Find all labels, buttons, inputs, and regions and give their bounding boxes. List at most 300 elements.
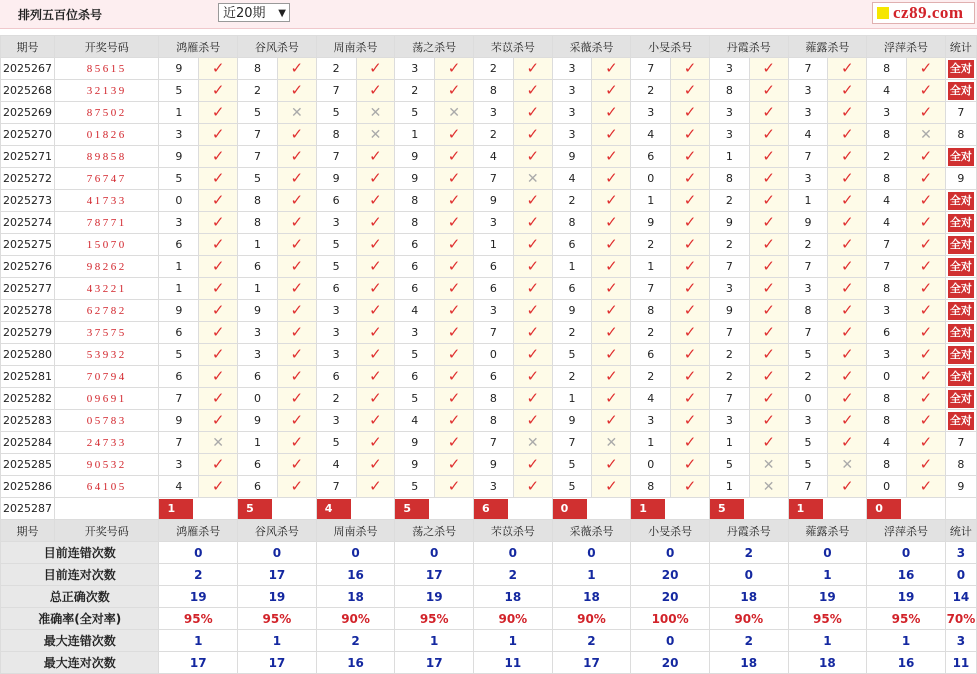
check-icon: ✓	[605, 169, 618, 187]
col-header-killer: 芣苡杀号	[474, 36, 553, 58]
check-icon: ✓	[919, 213, 933, 231]
check-icon: ✓	[841, 389, 854, 407]
current-kill-number: 5	[395, 499, 429, 519]
result-mark-cell	[592, 124, 631, 146]
col-header-draw: 开奖号码	[54, 36, 159, 58]
cross-icon: ✕	[448, 104, 460, 121]
table-header-row	[1, 520, 977, 542]
stats-row	[1, 608, 977, 630]
kill-number-cell: 3	[316, 322, 356, 344]
check-icon: ✓	[919, 103, 933, 121]
draw-number-cell: 64105	[54, 476, 159, 498]
check-icon: ✓	[290, 367, 304, 385]
col-header-killer: 浮萍杀号	[867, 36, 946, 58]
check-icon: ✓	[369, 279, 382, 297]
kill-number-cell: 2	[474, 124, 514, 146]
row-stat-cell	[945, 146, 976, 168]
stats-value: 20	[631, 652, 710, 674]
kill-number-cell: 2	[552, 322, 592, 344]
result-mark-cell	[671, 278, 710, 300]
result-mark-cell	[356, 322, 395, 344]
kill-number-cell: 2	[631, 234, 671, 256]
stats-value: 17	[238, 564, 317, 586]
check-icon: ✓	[919, 367, 933, 385]
check-icon: ✓	[526, 125, 540, 143]
check-icon: ✓	[919, 301, 933, 319]
kill-number-cell: 3	[788, 168, 828, 190]
result-mark-cell	[277, 344, 316, 366]
result-mark-cell	[592, 454, 631, 476]
kill-number-cell: 3	[316, 344, 356, 366]
stats-value: 17	[395, 652, 474, 674]
kill-number-cell: 5	[316, 256, 356, 278]
current-kill-number: 1	[789, 499, 823, 519]
check-icon: ✓	[762, 213, 775, 231]
col-header-killer: 荡之杀号	[395, 36, 474, 58]
result-mark-cell	[828, 476, 867, 498]
check-icon: ✓	[369, 411, 382, 429]
result-mark-cell	[277, 322, 316, 344]
result-mark-cell	[435, 58, 474, 80]
stats-value: 0	[159, 542, 238, 564]
kill-number-cell: 8	[867, 410, 907, 432]
stats-value: 18	[788, 652, 867, 674]
kill-number-cell: 3	[395, 322, 435, 344]
draw-number-cell: 70794	[54, 366, 159, 388]
all-correct-badge: 全对	[948, 390, 974, 408]
table-row	[1, 344, 977, 366]
kill-number-cell: 7	[474, 322, 514, 344]
kill-number-cell: 4	[474, 146, 514, 168]
result-mark-cell	[199, 146, 238, 168]
check-icon: ✓	[919, 411, 933, 429]
site-logo[interactable]	[872, 2, 975, 24]
row-stat-cell	[945, 410, 976, 432]
kill-number-cell: 0	[867, 366, 907, 388]
check-icon: ✓	[526, 103, 540, 121]
all-correct-badge: 全对	[948, 280, 974, 298]
kill-number-cell: 6	[867, 322, 907, 344]
check-icon: ✓	[762, 323, 775, 341]
result-mark-cell	[199, 278, 238, 300]
result-mark-cell	[435, 168, 474, 190]
correct-count: 8	[957, 128, 965, 141]
check-icon: ✓	[919, 279, 933, 297]
table-row	[1, 410, 977, 432]
check-icon: ✓	[211, 367, 225, 385]
stats-value: 95%	[867, 608, 946, 630]
result-mark-cell	[592, 322, 631, 344]
all-correct-badge: 全对	[948, 148, 974, 166]
period-cell: 2025283	[1, 410, 55, 432]
check-icon: ✓	[762, 279, 775, 297]
kill-number-cell: 4	[159, 476, 199, 498]
check-icon: ✓	[211, 191, 225, 209]
check-icon: ✓	[683, 477, 697, 495]
result-mark-cell	[277, 102, 316, 124]
kill-number-cell: 1	[159, 256, 199, 278]
kill-number-cell: 2	[709, 234, 749, 256]
draw-number-cell: 62782	[54, 300, 159, 322]
stats-value: 95%	[238, 608, 317, 630]
result-mark-cell	[671, 388, 710, 410]
stats-value: 1	[788, 564, 867, 586]
stats-row	[1, 652, 977, 674]
correct-count: 7	[957, 106, 965, 119]
current-stat-cell	[945, 498, 976, 520]
kill-number-cell: 3	[867, 344, 907, 366]
result-mark-cell	[828, 432, 867, 454]
result-mark-cell	[592, 234, 631, 256]
stats-label: 总正确次数	[1, 586, 159, 608]
kill-number-cell: 4	[867, 190, 907, 212]
check-icon: ✓	[447, 279, 461, 297]
result-mark-cell	[199, 300, 238, 322]
kill-number-cell: 9	[395, 168, 435, 190]
result-mark-cell	[671, 146, 710, 168]
kill-number-cell: 0	[474, 344, 514, 366]
stats-value: 1	[552, 564, 631, 586]
cross-icon: ✕	[526, 170, 539, 187]
table-row	[1, 278, 977, 300]
kill-number-cell: 6	[238, 476, 278, 498]
row-stat-cell	[945, 366, 976, 388]
result-mark-cell	[828, 344, 867, 366]
check-icon: ✓	[290, 125, 304, 143]
stats-value: 17	[238, 652, 317, 674]
draw-number-cell: 32139	[54, 80, 159, 102]
result-mark-cell	[356, 212, 395, 234]
period-cell: 2025280	[1, 344, 55, 366]
all-correct-badge: 全对	[948, 214, 974, 232]
stats-value: 16	[316, 564, 395, 586]
kill-number-cell: 7	[788, 58, 828, 80]
kill-number-cell: 8	[474, 388, 514, 410]
draw-number-cell: 78771	[54, 212, 159, 234]
kill-number-cell: 5	[159, 344, 199, 366]
kill-number-cell: 2	[788, 234, 828, 256]
correct-count: 9	[957, 172, 965, 185]
stats-value: 0	[395, 542, 474, 564]
kill-number-cell: 3	[788, 102, 828, 124]
kill-number-cell: 9	[709, 300, 749, 322]
row-stat-cell	[945, 124, 976, 146]
check-icon: ✓	[526, 367, 540, 385]
stats-value: 2	[316, 630, 395, 652]
table-row	[1, 58, 977, 80]
check-icon: ✓	[919, 257, 933, 275]
col-header-killer: 周南杀号	[316, 36, 395, 58]
kill-number-cell: 9	[552, 300, 592, 322]
all-correct-badge: 全对	[948, 302, 974, 320]
kill-number-cell: 4	[395, 300, 435, 322]
kill-number-cell: 5	[238, 102, 278, 124]
result-mark-cell	[513, 168, 552, 190]
result-mark-cell	[513, 454, 552, 476]
kill-number-cell: 9	[474, 190, 514, 212]
result-mark-cell	[749, 168, 788, 190]
stats-value: 0	[788, 542, 867, 564]
check-icon: ✓	[683, 59, 697, 77]
check-icon: ✓	[683, 125, 697, 143]
kill-number-cell: 6	[474, 366, 514, 388]
check-icon: ✓	[290, 147, 304, 165]
kill-number-cell: 4	[867, 212, 907, 234]
kill-number-cell: 3	[238, 322, 278, 344]
stats-value: 20	[631, 564, 710, 586]
stats-value: 90%	[552, 608, 631, 630]
check-icon: ✓	[841, 213, 854, 231]
result-mark-cell	[356, 366, 395, 388]
kill-number-cell: 1	[709, 476, 749, 498]
stats-value: 1	[867, 630, 946, 652]
result-mark-cell	[592, 432, 631, 454]
kill-number-cell: 5	[395, 344, 435, 366]
kill-number-cell: 8	[552, 212, 592, 234]
kill-number-cell: 3	[159, 454, 199, 476]
result-mark-cell	[356, 410, 395, 432]
result-mark-cell	[749, 300, 788, 322]
row-stat-cell	[945, 102, 976, 124]
kill-number-cell: 5	[159, 80, 199, 102]
check-icon: ✓	[447, 125, 461, 143]
all-correct-badge: 全对	[948, 368, 974, 386]
result-mark-cell	[828, 234, 867, 256]
kill-number-cell: 7	[316, 476, 356, 498]
result-mark-cell	[749, 476, 788, 498]
kill-number-cell: 8	[238, 58, 278, 80]
check-icon: ✓	[290, 323, 304, 341]
draw-number-cell: 76747	[54, 168, 159, 190]
kill-number-cell: 1	[474, 234, 514, 256]
check-icon: ✓	[683, 169, 697, 187]
stats-value: 18	[474, 586, 553, 608]
stats-total: 11	[945, 652, 976, 674]
result-mark-cell	[907, 300, 946, 322]
table-row	[1, 432, 977, 454]
check-icon: ✓	[369, 81, 382, 99]
check-icon: ✓	[762, 433, 775, 451]
current-kill-cell	[788, 498, 867, 520]
check-icon: ✓	[211, 455, 225, 473]
draw-number-cell: 85615	[54, 58, 159, 80]
stats-value: 90%	[316, 608, 395, 630]
kill-number-cell: 2	[867, 146, 907, 168]
result-mark-cell	[435, 300, 474, 322]
col-header-killer: 蕹露杀号	[788, 520, 867, 542]
kill-number-cell: 7	[867, 234, 907, 256]
check-icon: ✓	[605, 257, 618, 275]
check-icon: ✓	[605, 279, 618, 297]
check-icon: ✓	[526, 257, 540, 275]
kill-number-cell: 1	[238, 432, 278, 454]
result-mark-cell	[513, 388, 552, 410]
check-icon: ✓	[290, 191, 304, 209]
result-mark-cell	[435, 388, 474, 410]
check-icon: ✓	[211, 279, 225, 297]
kill-number-cell: 2	[709, 366, 749, 388]
result-mark-cell	[435, 410, 474, 432]
result-mark-cell	[356, 124, 395, 146]
period-cell: 2025281	[1, 366, 55, 388]
result-mark-cell	[749, 344, 788, 366]
period-cell: 2025273	[1, 190, 55, 212]
cross-icon: ✕	[290, 104, 303, 121]
kill-number-cell: 9	[238, 300, 278, 322]
result-mark-cell	[749, 388, 788, 410]
result-mark-cell	[435, 80, 474, 102]
stats-value: 17	[159, 652, 238, 674]
check-icon: ✓	[211, 257, 225, 275]
kill-number-cell: 7	[238, 124, 278, 146]
check-icon: ✓	[919, 147, 933, 165]
kill-number-cell: 8	[631, 476, 671, 498]
correct-count: 7	[957, 436, 965, 449]
result-mark-cell	[199, 234, 238, 256]
kill-number-cell: 4	[631, 388, 671, 410]
result-mark-cell	[671, 454, 710, 476]
kill-number-cell: 8	[238, 212, 278, 234]
check-icon: ✓	[369, 477, 382, 495]
result-mark-cell	[277, 190, 316, 212]
period-cell: 2025270	[1, 124, 55, 146]
table-row	[1, 168, 977, 190]
stats-label: 目前连错次数	[1, 542, 159, 564]
stats-total: 70%	[945, 608, 976, 630]
col-header-stats: 统计	[945, 36, 976, 58]
all-correct-badge: 全对	[948, 258, 974, 276]
kill-number-cell: 3	[709, 410, 749, 432]
period-range-value: 近20期	[223, 6, 266, 21]
check-icon: ✓	[919, 59, 933, 77]
table-header-row	[1, 36, 977, 58]
stats-value: 18	[709, 652, 788, 674]
check-icon: ✓	[290, 257, 304, 275]
stats-row	[1, 586, 977, 608]
check-icon: ✓	[447, 367, 461, 385]
period-range-select[interactable]	[218, 3, 290, 22]
result-mark-cell	[199, 366, 238, 388]
check-icon: ✓	[211, 345, 225, 363]
result-mark-cell	[592, 168, 631, 190]
kill-number-cell: 5	[316, 234, 356, 256]
check-icon: ✓	[683, 433, 697, 451]
result-mark-cell	[907, 146, 946, 168]
col-header-killer: 周南杀号	[316, 520, 395, 542]
stats-label: 目前连对次数	[1, 564, 159, 586]
check-icon: ✓	[683, 81, 697, 99]
cross-icon: ✕	[369, 126, 382, 143]
stats-value: 16	[867, 564, 946, 586]
all-correct-badge: 全对	[948, 60, 974, 78]
check-icon: ✓	[211, 125, 225, 143]
result-mark-cell	[435, 212, 474, 234]
check-icon: ✓	[290, 433, 304, 451]
row-stat-cell	[945, 168, 976, 190]
period-cell: 2025275	[1, 234, 55, 256]
col-header-killer: 采薇杀号	[552, 36, 631, 58]
kill-number-cell: 0	[159, 190, 199, 212]
stats-value: 1	[788, 630, 867, 652]
current-kill-number: 6	[474, 499, 508, 519]
result-mark-cell	[277, 146, 316, 168]
period-cell: 2025274	[1, 212, 55, 234]
kill-number-cell: 5	[552, 454, 592, 476]
result-mark-cell	[277, 476, 316, 498]
check-icon: ✓	[526, 191, 540, 209]
result-mark-cell	[513, 410, 552, 432]
kill-number-cell: 4	[631, 124, 671, 146]
kill-number-cell: 6	[316, 278, 356, 300]
draw-number-cell: 53932	[54, 344, 159, 366]
result-mark-cell	[435, 190, 474, 212]
result-mark-cell	[828, 322, 867, 344]
check-icon: ✓	[605, 147, 618, 165]
kill-number-cell: 9	[159, 300, 199, 322]
result-mark-cell	[435, 146, 474, 168]
kill-number-cell: 5	[395, 102, 435, 124]
kill-number-cell: 7	[238, 146, 278, 168]
kill-number-cell: 2	[238, 80, 278, 102]
result-mark-cell	[828, 102, 867, 124]
kill-number-cell: 8	[709, 168, 749, 190]
result-mark-cell	[592, 410, 631, 432]
current-period-cell: 2025287	[1, 498, 55, 520]
result-mark-cell	[592, 80, 631, 102]
check-icon: ✓	[919, 191, 933, 209]
check-icon: ✓	[605, 125, 618, 143]
col-header-killer: 鸿雁杀号	[159, 520, 238, 542]
stats-value: 2	[552, 630, 631, 652]
kill-number-cell: 3	[709, 102, 749, 124]
check-icon: ✓	[683, 147, 697, 165]
stats-value: 20	[631, 586, 710, 608]
result-mark-cell	[513, 102, 552, 124]
result-mark-cell	[592, 212, 631, 234]
current-kill-cell	[159, 498, 238, 520]
col-header-killer: 浮萍杀号	[867, 520, 946, 542]
check-icon: ✓	[605, 301, 618, 319]
result-mark-cell	[277, 410, 316, 432]
check-icon: ✓	[605, 477, 618, 495]
kill-number-cell: 9	[159, 410, 199, 432]
check-icon: ✓	[762, 345, 775, 363]
kill-number-cell: 8	[867, 58, 907, 80]
result-mark-cell	[907, 190, 946, 212]
kill-number-cell: 6	[159, 366, 199, 388]
stats-value: 17	[552, 652, 631, 674]
result-mark-cell	[907, 344, 946, 366]
check-icon: ✓	[447, 389, 461, 407]
kill-number-cell: 8	[867, 388, 907, 410]
kill-number-cell: 7	[867, 256, 907, 278]
kill-number-cell: 8	[867, 124, 907, 146]
kill-number-cell: 9	[552, 410, 592, 432]
check-icon: ✓	[605, 323, 618, 341]
check-icon: ✓	[683, 411, 697, 429]
stats-value: 11	[474, 652, 553, 674]
table-row	[1, 146, 977, 168]
stats-value: 0	[474, 542, 553, 564]
stats-value: 1	[159, 630, 238, 652]
check-icon: ✓	[369, 191, 382, 209]
cross-icon: ✕	[762, 478, 775, 495]
row-stat-cell	[945, 58, 976, 80]
table-row	[1, 388, 977, 410]
period-cell: 2025272	[1, 168, 55, 190]
check-icon: ✓	[841, 367, 854, 385]
kill-number-cell: 7	[631, 58, 671, 80]
